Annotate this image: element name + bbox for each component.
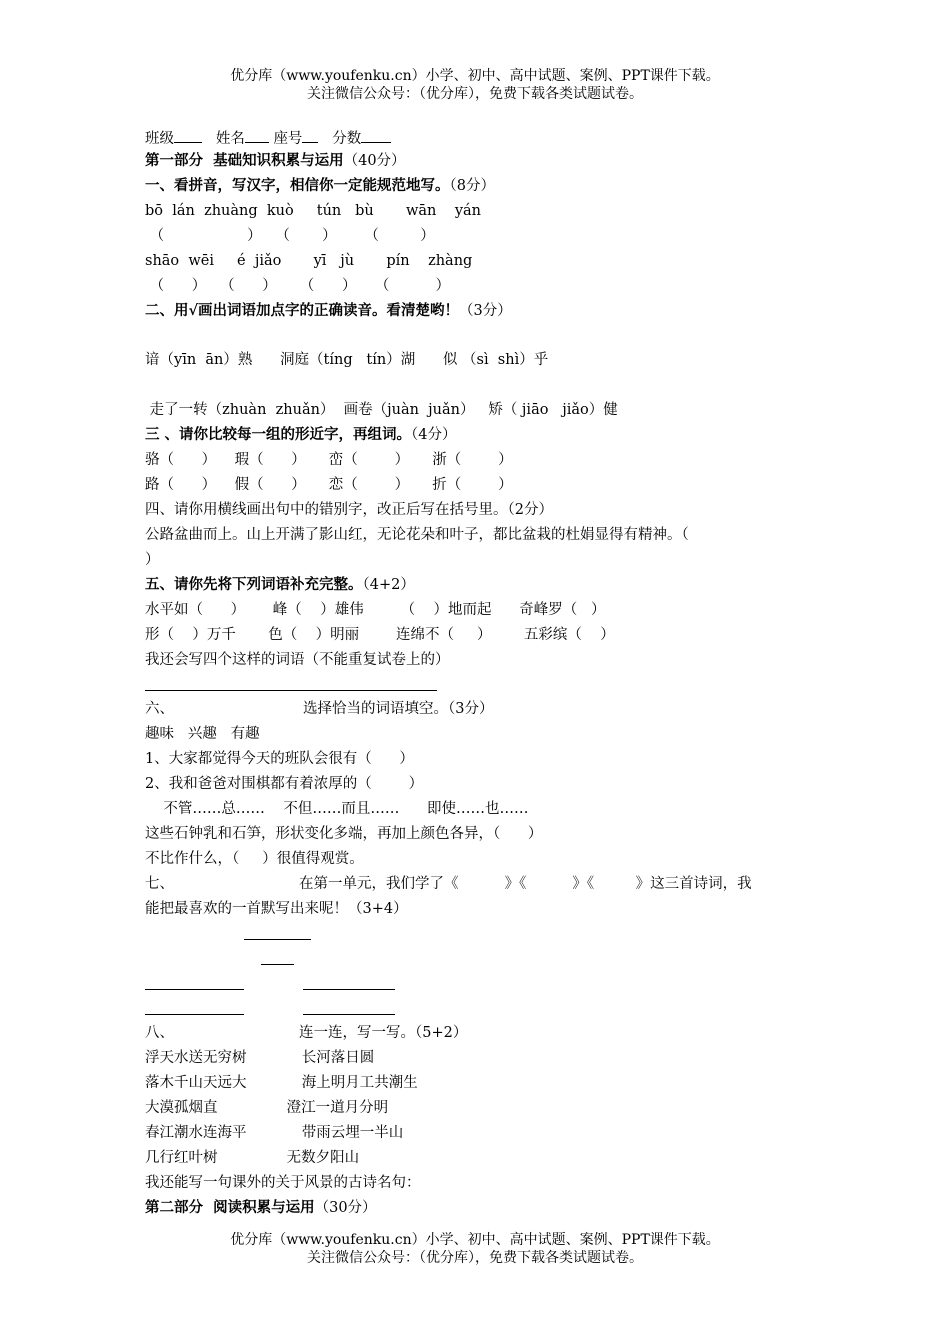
q4-close: ） — [145, 552, 160, 568]
q5-score: （4+2） — [362, 577, 415, 593]
q5-heading — [145, 575, 415, 595]
q1-heading — [145, 176, 495, 196]
q4-title: 四、请你用横线画出句中的错别字，改正后写在括号里。（2分） — [145, 502, 553, 518]
match-pair-5[interactable]: 几行红叶树 无数夕阳山 — [145, 1150, 360, 1166]
q3-row-1[interactable]: 骆（ ） 瑕（ ） 峦（ ） 浙（ ） — [145, 452, 513, 468]
part1-score: （40分） — [343, 153, 406, 169]
q6-title: 选择恰当的词语填空。（3分） — [303, 701, 494, 717]
q8-more: 我还能写一句课外的关于风景的古诗名句： — [145, 1175, 421, 1191]
q2-heading — [145, 301, 512, 321]
score-label: 分数 — [332, 131, 362, 147]
seat-label: 座号 — [273, 131, 303, 147]
student-info-row — [145, 128, 391, 149]
match-pair-2[interactable]: 落木千山天远大 海上明月工共潮生 — [145, 1075, 418, 1091]
poem-title-line[interactable] — [244, 939, 311, 940]
match-pair-1[interactable]: 浮天水送无穷树 长河落日圆 — [145, 1050, 375, 1066]
q1-pinyin-row-1: bō lán zhuàng kuò tún bù wān yán — [145, 203, 481, 219]
name-blank[interactable] — [245, 128, 269, 143]
q3-row-2[interactable]: 路（ ） 假（ ） 恋（ ） 折（ ） — [145, 477, 513, 493]
q8-num: 八、 — [145, 1025, 174, 1041]
q2-title: 二、用√画出词语加点字的正确读音。看清楚哟！ — [145, 302, 460, 319]
class-label: 班级 — [145, 131, 174, 147]
q3-score: （4分） — [411, 427, 457, 443]
part2-score: （30分） — [314, 1200, 377, 1216]
match-pair-3[interactable]: 大漠孤烟直 澄江一道月分明 — [145, 1100, 389, 1116]
q5-more: 我还会写四个这样的词语（不能重复试卷上的） — [145, 652, 450, 668]
class-blank[interactable] — [174, 128, 202, 143]
q1-score: （8分） — [449, 178, 495, 194]
part2-title: 第二部分 阅读积累与运用 — [145, 1199, 315, 1216]
q6-sentence-2[interactable]: 2、我和爸爸对围棋都有着浓厚的（ ） — [145, 776, 424, 792]
q6-sentence-1[interactable]: 1、大家都觉得今天的班队会很有（ ） — [145, 751, 414, 767]
q7-text-2: 能把最喜欢的一首默写出来呢！（3+4） — [145, 901, 408, 917]
part1-heading — [145, 151, 406, 171]
match-pair-4[interactable]: 春江潮水连海平 带雨云埋一半山 — [145, 1125, 404, 1141]
q6-sentence-4[interactable]: 不比作什么，（ ）很值得观赏。 — [145, 851, 364, 867]
q5-answer-line[interactable] — [145, 690, 437, 691]
q3-title: 三 、请你比较每一组的形近字，再组词。 — [145, 426, 412, 443]
q6-words-2: 不管……总…… 不但……而且…… 即使……也…… — [145, 801, 529, 817]
q7-text[interactable]: 在第一单元，我们学了《 》《 》《 》这三首诗词，我 — [299, 876, 752, 892]
footer-line-1: 优分库（www.youfenku.cn）小学、初中、高中试题、案例、PPT课件下载。 — [230, 1232, 720, 1248]
poem-line-4[interactable] — [303, 1014, 395, 1015]
part2-heading — [145, 1198, 377, 1218]
seat-blank[interactable] — [302, 128, 318, 143]
poem-line-3[interactable] — [145, 1014, 244, 1015]
part1-title: 第一部分 基础知识积累与运用 — [145, 152, 344, 169]
poem-line-2[interactable] — [303, 989, 395, 990]
q5-title: 五、请你先将下列词语补充完整。 — [145, 576, 363, 593]
name-label: 姓名 — [215, 131, 245, 147]
q6-words: 趣味 兴趣 有趣 — [145, 726, 260, 742]
q2-line-2[interactable]: 走了一转（zhuàn zhuǎn） 画卷（juàn juǎn） 矫（ jiāo jiǎo）健 — [145, 402, 618, 418]
score-blank[interactable] — [361, 128, 391, 143]
q7-num: 七、 — [145, 876, 174, 892]
q8-title: 连一连，写一写。（5+2） — [299, 1025, 468, 1041]
q1-title: 一、看拼音，写汉字，相信你一定能规范地写。 — [145, 177, 450, 194]
poem-line-1[interactable] — [145, 989, 244, 990]
q5-row-2[interactable]: 形（ ）万千 色（ ）明丽 连绵不（ ） 五彩缤（ ） — [145, 627, 615, 643]
q4-sentence[interactable]: 公路盆曲而上。山上开满了影山红，无论花朵和叶子，都比盆栽的杜娟显得有精神。（ — [145, 527, 689, 543]
footer-line-2: 关注微信公众号：（优分库），免费下载各类试题试卷。 — [307, 1250, 643, 1266]
poem-author-line[interactable] — [261, 964, 294, 965]
header-line-1: 优分库（www.youfenku.cn）小学、初中、高中试题、案例、PPT课件下载。 — [230, 68, 720, 84]
q1-answer-row-2[interactable]: （ ） （ ） （ ） （ ） — [145, 278, 450, 294]
q1-pinyin-row-2: shāo wēi é jiǎo yī jù pín zhàng — [145, 253, 473, 269]
header-line-2: 关注微信公众号：（优分库），免费下载各类试题试卷。 — [307, 86, 643, 102]
q6-sentence-3[interactable]: 这些石钟乳和石笋，形状变化多端，再加上颜色各异，（ ） — [145, 826, 543, 842]
q2-score: （3分） — [459, 303, 512, 319]
q1-answer-row-1[interactable]: （ ） （ ） （ ） — [145, 228, 435, 244]
q6-num: 六、 — [145, 701, 174, 717]
q2-line-1[interactable]: 谙（yīn ān）熟 洞庭（tíng tín）湖 似 （sì shì）乎 — [145, 352, 549, 368]
q5-row-1[interactable]: 水平如（ ） 峰（ ）雄伟 （ ）地而起 奇峰罗（ ） — [145, 602, 606, 618]
q3-heading — [145, 425, 457, 445]
